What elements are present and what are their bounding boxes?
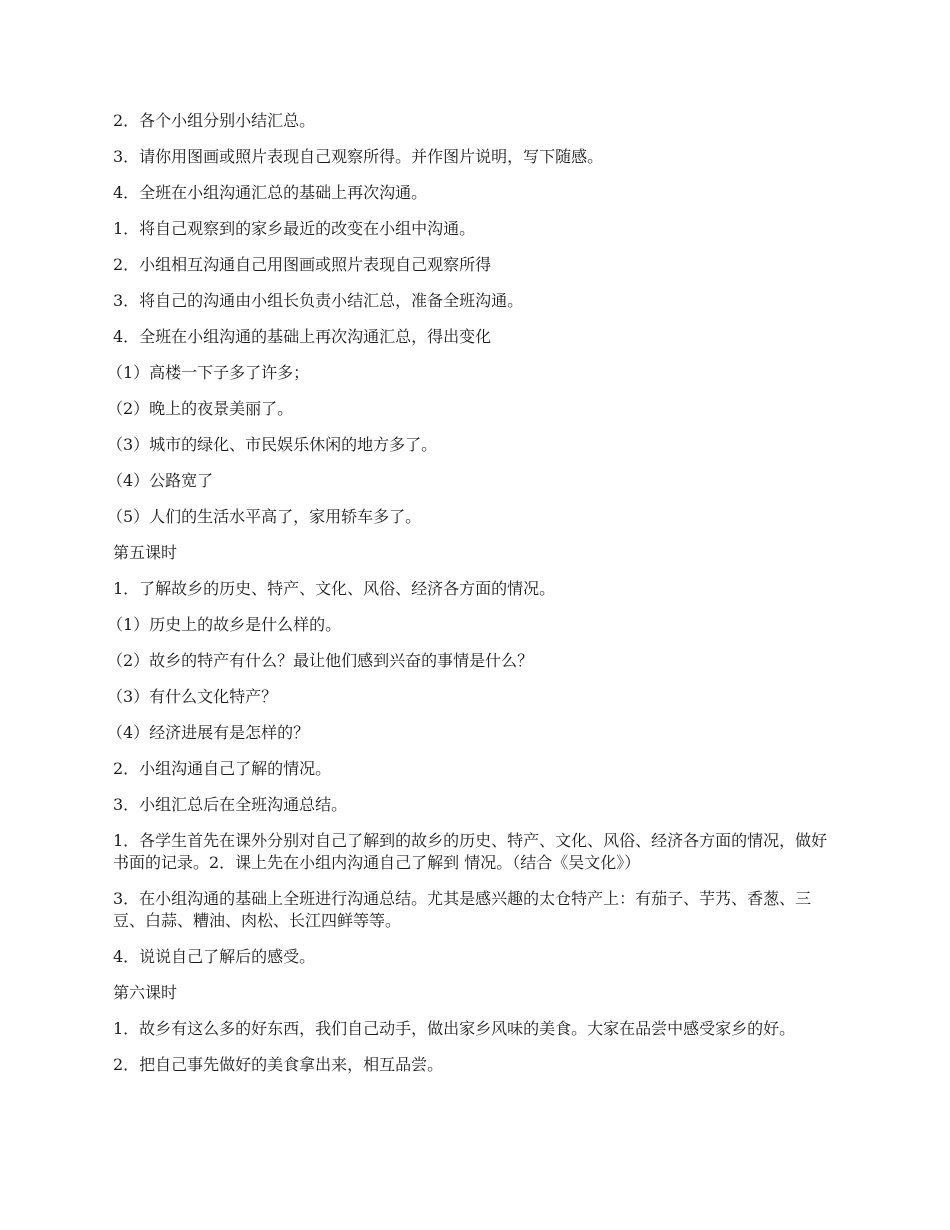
document-page xyxy=(107,110,838,1090)
paragraph: 2．把自己事先做好的美食拿出来，相互品尝。 xyxy=(113,1055,444,1074)
section-heading: 第六课时 xyxy=(113,983,178,1002)
list-item: （2）故乡的特产有什么？最让他们感到兴奋的事情是什么？ xyxy=(107,651,534,670)
list-item: （5）人们的生活水平高了，家用轿车多了。 xyxy=(107,507,422,526)
list-item: （1）高楼一下子多了许多； xyxy=(107,363,310,382)
list-item: （3）城市的绿化、市民娱乐休闲的地方多了。 xyxy=(107,435,438,454)
paragraph: 3．小组汇总后在全班沟通总结。 xyxy=(113,795,348,814)
paragraph: 1．了解故乡的历史、特产、文化、风俗、经济各方面的情况。 xyxy=(113,579,556,598)
paragraph: 1．将自己观察到的家乡最近的改变在小组中沟通。 xyxy=(113,219,476,238)
paragraph: 2．小组相互沟通自己用图画或照片表现自己观察所得 xyxy=(113,255,492,274)
paragraph: 4．全班在小组沟通汇总的基础上再次沟通。 xyxy=(113,183,428,202)
paragraph: 1．故乡有这么多的好东西，我们自己动手，做出家乡风味的美食。大家在品尝中感受家乡的好。 xyxy=(113,1019,796,1038)
list-item: （4）公路宽了 xyxy=(107,471,214,490)
paragraph: 2．各个小组分别小结汇总。 xyxy=(113,111,316,130)
paragraph: 3．请你用图画或照片表现自己观察所得。并作图片说明，写下随感。 xyxy=(113,147,604,166)
list-item: （2）晚上的夜景美丽了。 xyxy=(107,399,294,418)
paragraph: 3．在小组沟通的基础上全班进行沟通总结。尤其是感兴趣的太仓特产上：有茄子、芋艿、香葱、三豆、白蒜、糟油、肉松、长江四鲜等等。 xyxy=(113,889,812,930)
paragraph: 1．各学生首先在课外分别对自己了解到的故乡的历史、特产、文化、风俗、经济各方面的情况，做好书面的记录。2．课上先在小组内沟通自己了解到 情况。（结合《吴文化》） xyxy=(113,831,828,872)
paragraph: 4．全班在小组沟通的基础上再次沟通汇总，得出变化 xyxy=(113,327,492,346)
list-item: （1）历史上的故乡是什么样的。 xyxy=(107,615,342,634)
list-item: （4）经济进展有是怎样的？ xyxy=(107,723,310,742)
paragraph: 3．将自己的沟通由小组长负责小结汇总，准备全班沟通。 xyxy=(113,291,524,310)
paragraph: 2．小组沟通自己了解的情况。 xyxy=(113,759,332,778)
list-item: （3）有什么文化特产？ xyxy=(107,687,278,706)
section-heading: 第五课时 xyxy=(113,543,178,562)
paragraph: 4．说说自己了解后的感受。 xyxy=(113,947,316,966)
